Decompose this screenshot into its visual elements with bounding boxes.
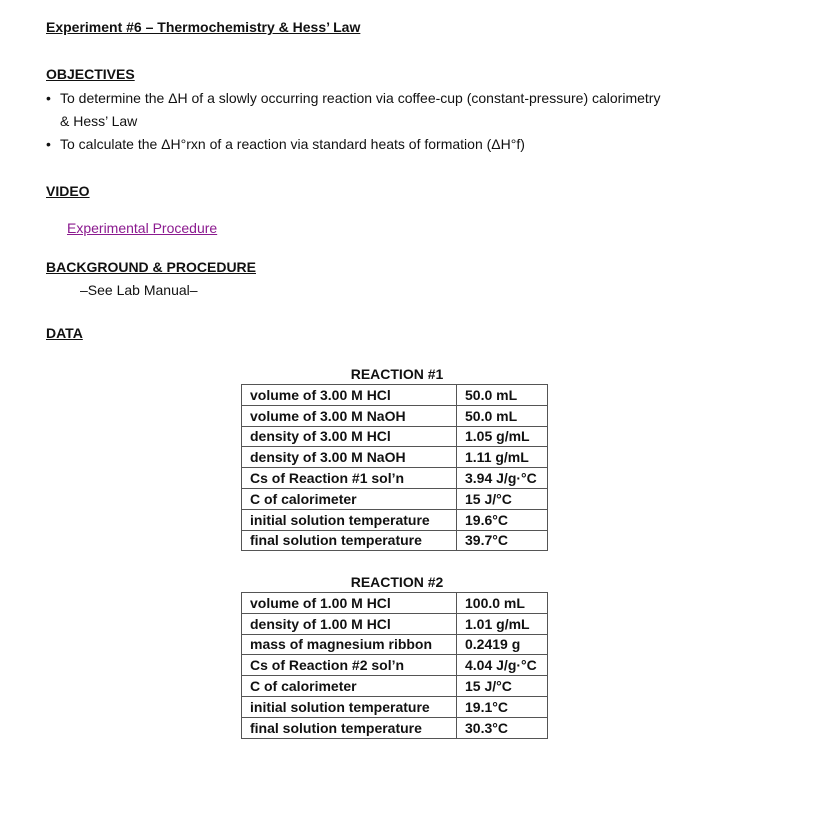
- row-label: density of 3.00 M HCl: [242, 426, 457, 447]
- row-label: final solution temperature: [242, 530, 457, 551]
- row-value: 3.94 J/g·°C: [457, 468, 548, 489]
- row-value: 19.6°C: [457, 509, 548, 530]
- row-label: C of calorimeter: [242, 488, 457, 509]
- table-row: [242, 385, 548, 406]
- table-row: [242, 717, 548, 738]
- table-row: [242, 676, 548, 697]
- objective-item-1: [46, 90, 660, 106]
- page-title: Experiment #6 – Thermochemistry & Hess’ Law: [46, 19, 361, 35]
- table-row: [242, 613, 548, 634]
- table-row: [242, 696, 548, 717]
- objectives-heading: OBJECTIVES: [46, 66, 135, 82]
- data-heading: DATA: [46, 325, 83, 341]
- objective-1-continuation: & Hess’ Law: [60, 113, 138, 129]
- row-value: 4.04 J/g·°C: [457, 655, 548, 676]
- background-heading: BACKGROUND & PROCEDURE: [46, 259, 257, 275]
- row-value: 1.11 g/mL: [457, 447, 548, 468]
- row-label: volume of 3.00 M NaOH: [242, 405, 457, 426]
- row-value: 1.05 g/mL: [457, 426, 548, 447]
- bullet-icon: •: [46, 90, 51, 106]
- table-row: [242, 468, 548, 489]
- row-value: 100.0 mL: [457, 593, 548, 614]
- row-value: 50.0 mL: [457, 405, 548, 426]
- reaction-2-table: [241, 592, 548, 739]
- reaction-2-title: REACTION #2: [350, 574, 444, 590]
- row-value: 0.2419 g: [457, 634, 548, 655]
- bullet-icon: •: [46, 136, 51, 152]
- row-label: density of 3.00 M NaOH: [242, 447, 457, 468]
- video-heading: VIDEO: [46, 183, 90, 199]
- row-label: final solution temperature: [242, 717, 457, 738]
- reaction-1-title: REACTION #1: [350, 366, 444, 382]
- table-row: [242, 655, 548, 676]
- row-label: density of 1.00 M HCl: [242, 613, 457, 634]
- row-label: Cs of Reaction #1 sol’n: [242, 468, 457, 489]
- table-row: [242, 405, 548, 426]
- objective-1-text: To determine the ΔH of a slowly occurring reaction via coffee-cup (constant-pressure) calorimetry: [60, 90, 661, 106]
- row-value: 15 J/°C: [457, 676, 548, 697]
- row-label: volume of 1.00 M HCl: [242, 593, 457, 614]
- row-value: 15 J/°C: [457, 488, 548, 509]
- row-label: initial solution temperature: [242, 696, 457, 717]
- row-value: 1.01 g/mL: [457, 613, 548, 634]
- objective-2-text: To calculate the ΔH°rxn of a reaction via standard heats of formation (ΔH°f): [60, 136, 525, 152]
- row-value: 50.0 mL: [457, 385, 548, 406]
- experimental-procedure-link[interactable]: Experimental Procedure: [67, 220, 218, 236]
- see-lab-manual-text: –See Lab Manual–: [80, 282, 198, 298]
- table-row: [242, 488, 548, 509]
- reaction-1-table: [241, 384, 548, 551]
- row-value: 30.3°C: [457, 717, 548, 738]
- row-value: 39.7°C: [457, 530, 548, 551]
- row-label: Cs of Reaction #2 sol’n: [242, 655, 457, 676]
- row-label: mass of magnesium ribbon: [242, 634, 457, 655]
- table-row: [242, 447, 548, 468]
- table-row: [242, 426, 548, 447]
- row-value: 19.1°C: [457, 696, 548, 717]
- objective-item-2: [46, 136, 525, 152]
- table-row: [242, 509, 548, 530]
- row-label: initial solution temperature: [242, 509, 457, 530]
- table-row: [242, 530, 548, 551]
- table-row: [242, 634, 548, 655]
- row-label: volume of 3.00 M HCl: [242, 385, 457, 406]
- table-row: [242, 593, 548, 614]
- row-label: C of calorimeter: [242, 676, 457, 697]
